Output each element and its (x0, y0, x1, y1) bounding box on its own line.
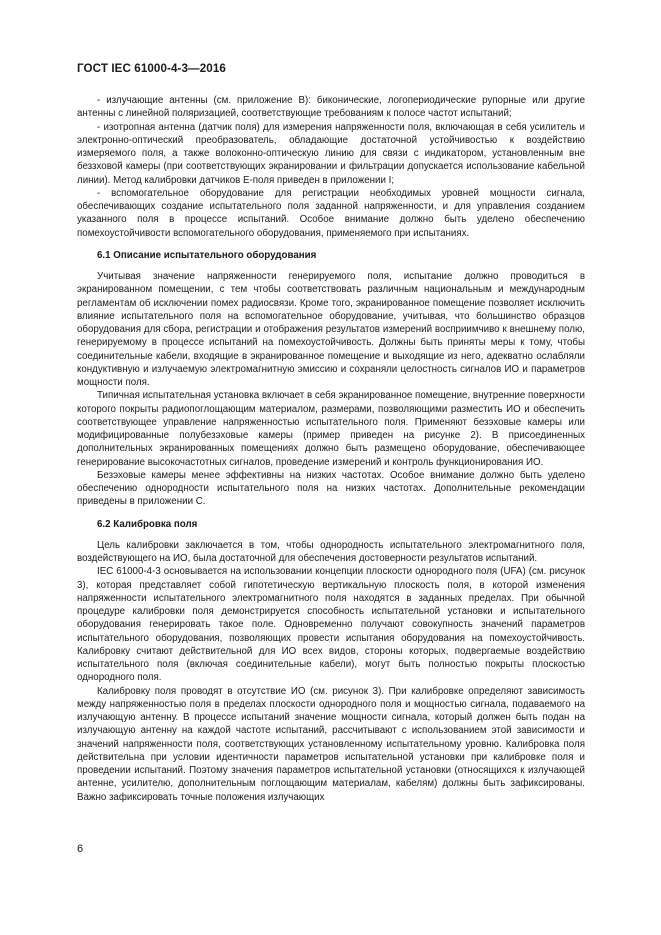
document-header: ГОСТ IEC 61000-4-3—2016 (77, 62, 226, 75)
list-item-isotropic-antenna: - изотропная антенна (датчик поля) для измерения напряженности поля, включающая в себя усилитель и электронно-оптический преобразователь, обладающие достаточной устойчивостью к воздействию измеряемого поля, а также волоконно-оптическую линию для связи с индикатором, установленным вне беззховой камеры (при соответствующих экранировании и фильтрации допускается использование кабельной линии). Метод калибровки датчиков Е-поля приведен в приложении I; (77, 121, 585, 186)
paragraph: Типичная испытательная установка включает в себя экранированное помещение, внутренние поверхности которого покрыты радиопоглощающим материалом, размерами, позволяющими разместить ИО и обеспечить соответствующее управление напряженностью испытательного поля. Применяют безэховые камеры или модифицированные полубезэховые камеры (пример приведен на рисунке 2). В присоединенных дополнительных экранированных помещениях должно быть размещено оборудование, обеспечивающее генерирование высокочастотных сигналов, проведение измерений и контроль функционирования ИО. (77, 390, 585, 468)
section-heading-6-1: 6.1 Описание испытательного оборудования (97, 249, 317, 261)
paragraph: Калибровку поля проводят в отсутствие ИО (см. рисунок 3). При калибровке определяют зависимость между напряженностью поля в пределах плоскости однородного поля и мощностью сигнала, подаваемого на излучающую антенну. В процессе испытаний значение мощности сигнала, который должен быть подан на излучающую антенну на каждой частоте испытаний, рассчитывают с использованием этой зависимости и значений напряженности поля, соответствующих установленному испытательному уровню. Калибровка поля действительна при условии идентичности параметров испытательной установки при калибровке поля и проведении испытаний. Поэтому значения параметров испытательной установки (относящихся к излучающей антенне, усилителю, дополнительным поглощающим материалам, кабелям) должны быть зафиксированы. Важно зафиксировать точные положения излучающих (77, 685, 585, 803)
list-item-auxiliary-equipment: - вспомогательное оборудование для регистрации необходимых уровней мощности сигнала, обеспечивающих создание испытательного поля заданной напряженности, и для управления созданием указанного поля в процессе испытаний. Особое внимание должно быть уделено обеспечению помехоустойчивости вспомогательного оборудования, применяемого при испытаниях. (77, 187, 585, 239)
document-body (77, 94, 585, 804)
paragraph: Безэховые камеры менее эффективны на низких частотах. Особое внимание должно быть уделено обеспечению однородности испытательного поля на низких частотах. Дополнительные рекомендации приведены в приложении С. (77, 469, 585, 508)
paragraph: Учитывая значение напряженности генерируемого поля, испытание должно проводиться в экранированном помещении, с тем чтобы соответствовать различным национальным и международным регламентам об исключении помех радиосвязи. Кроме того, экранированное помещение позволяет исключить влияние испытательного поля на вспомогательное оборудование, учитывая, что большинство образцов оборудования для сбора, регистрации и отображения результатов измерений восприимчиво к внешнему полю, генерируемому в процессе испытаний на помехоустойчивость. Должны быть приняты меры к тому, чтобы соединительные кабели, входящие в экранированное помещение и выходящие из него, адекватно ослабляли кондуктивную и излучаемую электромагнитную эмиссию и сохраняли целостность сигналов ИО и параметров мощности поля. (77, 271, 585, 388)
page-number: 6 (77, 843, 84, 855)
list-item-radiating-antennas: - излучающие антенны (см. приложение В): биконические, логопериодические рупорные или другие антенны с линейной поляризацией, соответствующие требованиям к полосе частот испытаний; (77, 95, 585, 120)
paragraph: IEC 61000-4-3 основывается на использовании концепции плоскости однородного поля (UFA) (см. рисунок 3), которая представляет собой гипотетическую вертикальную плоскость поля, в которой изменения напряженности испытательного электромагнитного поля находятся в заданных пределах. При обычной процедуре калибровки поля демонстрируется способность испытательной установки и испытательного оборудования генерировать такое поле. Одновременно получают совокупность значений параметров испытательного оборудования, позволяющих провести испытания оборудования на помехоустойчивость. Калибровку считают действительной для ИО всех видов, стороны которых, подвергаемые воздействию испытательного поля (включая соединительные кабели), могут быть полностью покрыты плоскостью однородного поля. (77, 566, 585, 684)
section-heading-6-2: 6.2 Калибровка поля (97, 518, 198, 530)
paragraph: Цель калибровки заключается в том, чтобы однородность испытательного электромагнитного поля, воздействующего на ИО, была достаточной для обеспечения достоверности результатов испытаний. (77, 539, 585, 564)
